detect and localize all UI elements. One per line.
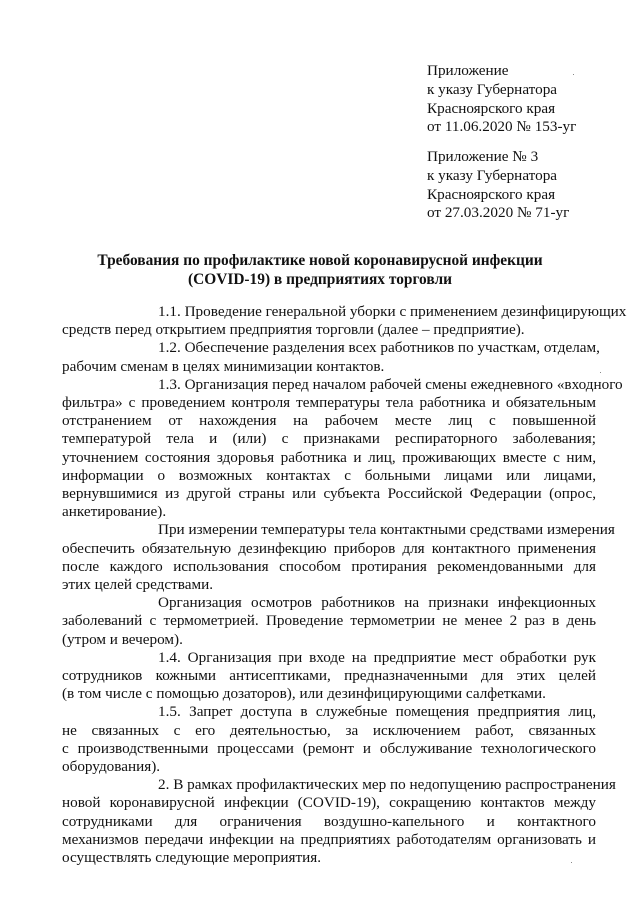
paragraph: [62, 703, 596, 776]
scan-speck: [573, 74, 574, 75]
paragraph-line: сотрудников кожными антисептиками, предназначенными для этих целей: [62, 667, 596, 685]
paragraph-line: информации о возможных контактах с больными лицами или лицами,: [62, 466, 596, 484]
paragraph-line: 1.5. Запрет доступа в служебные помещения предприятия лиц,: [158, 703, 596, 721]
paragraph: [62, 303, 627, 339]
paragraph: [62, 521, 615, 594]
paragraph-line: с производственными процессами (ремонт и обслуживание технологического: [62, 739, 596, 757]
paragraph-line: 1.1. Проведение генеральной уборки с применением дезинфицирующих: [158, 303, 627, 320]
paragraph-line: 2. В рамках профилактических мер по недопущению распространения: [158, 776, 616, 794]
title-line: Требования по профилактике новой коронавирусной инфекции: [97, 252, 543, 269]
paragraph-line: обеспечить обязательную дезинфекцию приборов для контактного применения: [62, 539, 596, 557]
paragraph-line: 1.3. Организация перед началом рабочей смены ежедневного «входного: [158, 375, 623, 393]
paragraph: [62, 594, 596, 649]
paragraph-line: 1.4. Организация при входе на предприятие мест обработки рук: [158, 648, 596, 666]
scan-speck: [571, 862, 572, 863]
paragraph-line: (утром и вечером).: [62, 630, 183, 648]
paragraph: [62, 648, 596, 704]
paragraph-line: средств перед открытием предприятия торговли (далее – предприятие).: [62, 321, 525, 339]
paragraph-line: после каждого использования способом протирания рекомендованными для: [62, 557, 596, 575]
paragraph-line: не связанных с его деятельностью, за исключением работ, связанных: [62, 721, 596, 739]
paragraph-line: заболеваний с термометрией. Проведение термометрии не менее 2 раз в день: [62, 612, 596, 630]
header-line: Красноярского края: [427, 185, 556, 203]
paragraph-line: температурой тела и (или) с признаками респираторного заболевания;: [62, 430, 596, 448]
header-line: от 27.03.2020 № 71-уг: [427, 204, 570, 222]
paragraph-line: осуществлять следующие мероприятия.: [62, 849, 322, 867]
appendix-header-current: [427, 62, 576, 137]
paragraph: [62, 339, 600, 375]
paragraph-line: При измерении температуры тела контактными средствами измерения: [158, 521, 615, 539]
paragraph-line: сотрудниками для ограничения воздушно-капельного и контактного: [62, 812, 596, 830]
paragraph-line: Организация осмотров работников на признаки инфекционных: [158, 594, 596, 612]
paragraph-line: фильтра» с проведением контроля температуры тела работника и обязательным: [62, 394, 596, 412]
appendix-header-original: [427, 148, 569, 223]
paragraph-line: оборудования).: [62, 758, 161, 776]
paragraph-line: уточнением состояния здоровья работника и лиц, проживающих вместе с ним,: [62, 448, 596, 466]
paragraph-line: отстранением от нахождения на рабочем месте лиц с повышенной: [62, 412, 596, 430]
header-line: Красноярского края: [427, 99, 556, 117]
paragraph-line: механизмов передачи инфекции на предприятиях работодателям организовать и: [62, 830, 596, 848]
document-title: [60, 252, 580, 290]
header-line: к указу Губернатора: [427, 80, 558, 98]
paragraph-line: (в том числе с помощью дозаторов), или дезинфицирующими салфетками.: [62, 685, 546, 703]
paragraph: [62, 776, 616, 867]
paragraph-line: этих целей средствами.: [62, 576, 214, 594]
title-line: (COVID-19) в предприятиях торговли: [188, 270, 452, 288]
header-line: к указу Губернатора: [427, 166, 558, 184]
paragraph: [62, 375, 623, 522]
header-line: от 11.06.2020 № 153-уг: [427, 118, 577, 136]
paragraph-line: вернувшимися из другой страны или субъекта Российской Федерации (опрос,: [62, 485, 596, 503]
header-line: Приложение № 3: [427, 148, 539, 165]
header-line: Приложение: [427, 62, 509, 79]
document-body: [62, 303, 627, 867]
scan-speck: [600, 372, 601, 373]
paragraph-line: анкетирование).: [62, 503, 167, 521]
paragraph-line: 1.2. Обеспечение разделения всех работников по участкам, отделам,: [158, 339, 600, 357]
paragraph-line: рабочим сменам в целях минимизации контактов.: [62, 357, 385, 375]
paragraph-line: новой коронавирусной инфекции (COVID-19), сокращению контактов между: [62, 794, 596, 812]
